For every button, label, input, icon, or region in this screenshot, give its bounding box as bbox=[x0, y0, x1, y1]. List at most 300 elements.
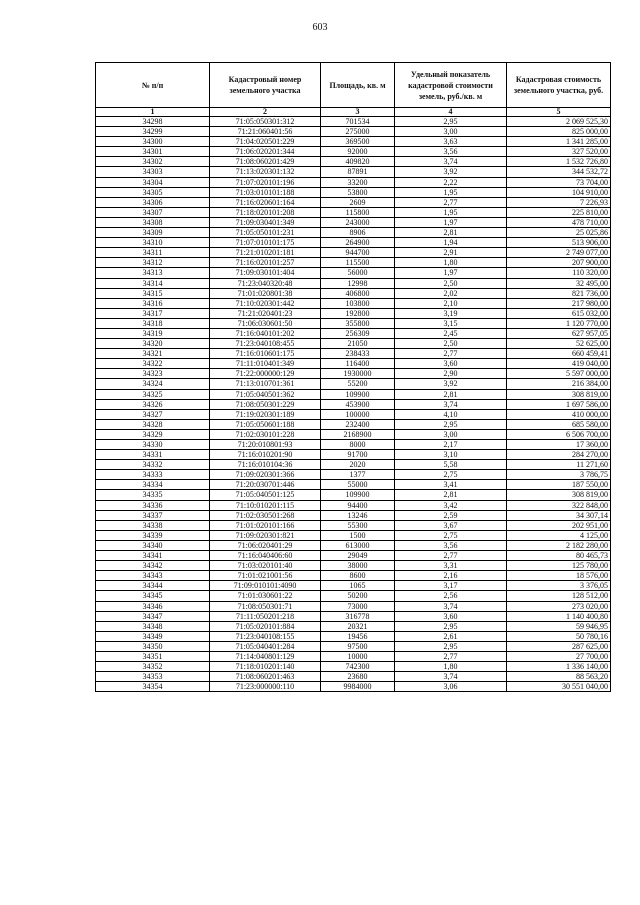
cadastral-number-cell: 71:16:020601:164 bbox=[210, 197, 321, 207]
cadastral-value-cell: 50 780,16 bbox=[507, 631, 611, 641]
cadastral-value-cell: 73 704,00 bbox=[507, 177, 611, 187]
cadastral-number-cell: 71:16:010601:175 bbox=[210, 349, 321, 359]
column-number: 3 bbox=[321, 108, 395, 117]
cadastral-number-cell: 71:09:020301:821 bbox=[210, 530, 321, 540]
area-cell: 243000 bbox=[321, 217, 395, 227]
cadastral-value-cell: 225 810,00 bbox=[507, 207, 611, 217]
table-row bbox=[96, 419, 611, 429]
column-number: 1 bbox=[96, 108, 210, 117]
table-row bbox=[96, 510, 611, 520]
row-number-cell: 34311 bbox=[96, 248, 210, 258]
table-row bbox=[96, 328, 611, 338]
row-number-cell: 34334 bbox=[96, 480, 210, 490]
unit-value-cell: 2,22 bbox=[395, 177, 507, 187]
area-cell: 12998 bbox=[321, 278, 395, 288]
cadastral-value-cell: 3 786,75 bbox=[507, 470, 611, 480]
cadastral-value-cell: 217 980,00 bbox=[507, 298, 611, 308]
cadastral-number-cell: 71:08:050301:71 bbox=[210, 601, 321, 611]
table-row bbox=[96, 480, 611, 490]
table-row bbox=[96, 137, 611, 147]
unit-value-cell: 3,60 bbox=[395, 611, 507, 621]
unit-value-cell: 3,06 bbox=[395, 682, 507, 692]
row-number-cell: 34301 bbox=[96, 147, 210, 157]
area-cell: 2609 bbox=[321, 197, 395, 207]
row-number-cell: 34321 bbox=[96, 349, 210, 359]
table-row bbox=[96, 621, 611, 631]
cadastral-value-cell: 110 320,00 bbox=[507, 268, 611, 278]
row-number-cell: 34340 bbox=[96, 540, 210, 550]
cadastral-number-cell: 71:09:030101:404 bbox=[210, 268, 321, 278]
area-cell: 55200 bbox=[321, 379, 395, 389]
area-cell: 256309 bbox=[321, 328, 395, 338]
cadastral-value-table bbox=[95, 62, 611, 692]
cadastral-number-cell: 71:21:060401:56 bbox=[210, 127, 321, 137]
table-row bbox=[96, 682, 611, 692]
table-row bbox=[96, 238, 611, 248]
area-cell: 53800 bbox=[321, 187, 395, 197]
cadastral-number-cell: 71:01:020101:166 bbox=[210, 520, 321, 530]
table-row bbox=[96, 248, 611, 258]
cadastral-number-cell: 71:03:010101:188 bbox=[210, 187, 321, 197]
cadastral-number-cell: 71:13:020301:132 bbox=[210, 167, 321, 177]
cadastral-number-cell: 71:21:020401:23 bbox=[210, 308, 321, 318]
cadastral-number-cell: 71:20:010801:93 bbox=[210, 440, 321, 450]
header-cadastral-number: Кадастровый номер земельного участка bbox=[210, 63, 321, 108]
cadastral-value-cell: 1 697 586,00 bbox=[507, 399, 611, 409]
table-row bbox=[96, 581, 611, 591]
cadastral-value-cell: 30 551 040,00 bbox=[507, 682, 611, 692]
table-row bbox=[96, 288, 611, 298]
unit-value-cell: 5,58 bbox=[395, 460, 507, 470]
cadastral-value-cell: 1 336 140,00 bbox=[507, 662, 611, 672]
cadastral-value-cell: 513 906,00 bbox=[507, 238, 611, 248]
header-unit-value: Удельный показатель кадастровой стоимости земель, руб./кв. м bbox=[395, 63, 507, 108]
cadastral-value-cell: 1 532 726,80 bbox=[507, 157, 611, 167]
row-number-cell: 34347 bbox=[96, 611, 210, 621]
cadastral-number-cell: 71:05:020101:884 bbox=[210, 621, 321, 631]
unit-value-cell: 2,95 bbox=[395, 419, 507, 429]
cadastral-value-cell: 187 550,00 bbox=[507, 480, 611, 490]
table-row bbox=[96, 540, 611, 550]
cadastral-number-cell: 71:19:020301:189 bbox=[210, 409, 321, 419]
table-row bbox=[96, 369, 611, 379]
table-row bbox=[96, 359, 611, 369]
column-number: 2 bbox=[210, 108, 321, 117]
unit-value-cell: 3,92 bbox=[395, 379, 507, 389]
unit-value-cell: 3,63 bbox=[395, 137, 507, 147]
unit-value-cell: 2,77 bbox=[395, 651, 507, 661]
table-row bbox=[96, 591, 611, 601]
row-number-cell: 34322 bbox=[96, 359, 210, 369]
area-cell: 109900 bbox=[321, 490, 395, 500]
cadastral-value-cell: 34 307,14 bbox=[507, 510, 611, 520]
area-cell: 613000 bbox=[321, 540, 395, 550]
unit-value-cell: 2,81 bbox=[395, 490, 507, 500]
unit-value-cell: 2,16 bbox=[395, 571, 507, 581]
cadastral-value-cell: 821 736,00 bbox=[507, 288, 611, 298]
cadastral-number-cell: 71:23:040320:48 bbox=[210, 278, 321, 288]
unit-value-cell: 3,74 bbox=[395, 672, 507, 682]
cadastral-number-cell: 71:16:010104:36 bbox=[210, 460, 321, 470]
cadastral-value-cell: 615 032,00 bbox=[507, 308, 611, 318]
row-number-cell: 34305 bbox=[96, 187, 210, 197]
unit-value-cell: 3,10 bbox=[395, 450, 507, 460]
cadastral-number-cell: 71:03:020101:40 bbox=[210, 561, 321, 571]
table-row bbox=[96, 520, 611, 530]
area-cell: 2020 bbox=[321, 460, 395, 470]
row-number-cell: 34309 bbox=[96, 228, 210, 238]
row-number-cell: 34338 bbox=[96, 520, 210, 530]
cadastral-value-cell: 1 140 400,80 bbox=[507, 611, 611, 621]
row-number-cell: 34343 bbox=[96, 571, 210, 581]
cadastral-number-cell: 71:08:050301:229 bbox=[210, 399, 321, 409]
row-number-cell: 34306 bbox=[96, 197, 210, 207]
table-row bbox=[96, 500, 611, 510]
row-number-cell: 34346 bbox=[96, 601, 210, 611]
row-number-cell: 34302 bbox=[96, 157, 210, 167]
page-number: 603 bbox=[312, 22, 328, 33]
unit-value-cell: 3,19 bbox=[395, 308, 507, 318]
unit-value-cell: 1,97 bbox=[395, 268, 507, 278]
unit-value-cell: 2,45 bbox=[395, 328, 507, 338]
row-number-cell: 34303 bbox=[96, 167, 210, 177]
area-cell: 38000 bbox=[321, 561, 395, 571]
table-row bbox=[96, 157, 611, 167]
cadastral-value-cell: 52 625,00 bbox=[507, 339, 611, 349]
row-number-cell: 34333 bbox=[96, 470, 210, 480]
row-number-cell: 34325 bbox=[96, 389, 210, 399]
area-cell: 55300 bbox=[321, 520, 395, 530]
unit-value-cell: 2,59 bbox=[395, 510, 507, 520]
cadastral-value-cell: 125 780,00 bbox=[507, 561, 611, 571]
cadastral-value-cell: 11 271,60 bbox=[507, 460, 611, 470]
table-row bbox=[96, 601, 611, 611]
unit-value-cell: 2,61 bbox=[395, 631, 507, 641]
unit-value-cell: 2,50 bbox=[395, 339, 507, 349]
cadastral-value-cell: 478 710,00 bbox=[507, 217, 611, 227]
unit-value-cell: 2,90 bbox=[395, 369, 507, 379]
cadastral-value-cell: 128 512,00 bbox=[507, 591, 611, 601]
row-number-cell: 34307 bbox=[96, 207, 210, 217]
area-cell: 91700 bbox=[321, 450, 395, 460]
row-number-cell: 34298 bbox=[96, 117, 210, 127]
column-number: 5 bbox=[507, 108, 611, 117]
row-number-cell: 34345 bbox=[96, 591, 210, 601]
unit-value-cell: 3,00 bbox=[395, 127, 507, 137]
table-row bbox=[96, 440, 611, 450]
cadastral-value-cell: 17 360,00 bbox=[507, 440, 611, 450]
cadastral-value-cell: 88 563,20 bbox=[507, 672, 611, 682]
area-cell: 944700 bbox=[321, 248, 395, 258]
area-cell: 20321 bbox=[321, 621, 395, 631]
cadastral-value-cell: 80 465,73 bbox=[507, 551, 611, 561]
cadastral-number-cell: 71:07:010101:175 bbox=[210, 238, 321, 248]
area-cell: 264900 bbox=[321, 238, 395, 248]
table-row bbox=[96, 379, 611, 389]
area-cell: 1500 bbox=[321, 530, 395, 540]
cadastral-value-cell: 5 597 000,00 bbox=[507, 369, 611, 379]
unit-value-cell: 2,77 bbox=[395, 551, 507, 561]
cadastral-number-cell: 71:01:030601:22 bbox=[210, 591, 321, 601]
row-number-cell: 34337 bbox=[96, 510, 210, 520]
cadastral-number-cell: 71:21:010201:181 bbox=[210, 248, 321, 258]
area-cell: 238433 bbox=[321, 349, 395, 359]
table-row bbox=[96, 460, 611, 470]
unit-value-cell: 3,60 bbox=[395, 359, 507, 369]
unit-value-cell: 2,75 bbox=[395, 470, 507, 480]
row-number-cell: 34349 bbox=[96, 631, 210, 641]
area-cell: 73000 bbox=[321, 601, 395, 611]
cadastral-number-cell: 71:23:000000:110 bbox=[210, 682, 321, 692]
cadastral-number-cell: 71:06:020201:344 bbox=[210, 147, 321, 157]
column-number: 4 bbox=[395, 108, 507, 117]
cadastral-number-cell: 71:13:010701:361 bbox=[210, 379, 321, 389]
cadastral-value-cell: 685 580,00 bbox=[507, 419, 611, 429]
unit-value-cell: 1,80 bbox=[395, 662, 507, 672]
table-row bbox=[96, 399, 611, 409]
unit-value-cell: 2,81 bbox=[395, 228, 507, 238]
cadastral-number-cell: 71:01:021001:56 bbox=[210, 571, 321, 581]
row-number-cell: 34314 bbox=[96, 278, 210, 288]
cadastral-number-cell: 71:01:020801:38 bbox=[210, 288, 321, 298]
cadastral-number-cell: 71:05:050101:231 bbox=[210, 228, 321, 238]
area-cell: 8600 bbox=[321, 571, 395, 581]
cadastral-number-cell: 71:08:060201:429 bbox=[210, 157, 321, 167]
cadastral-value-cell: 6 506 700,00 bbox=[507, 429, 611, 439]
cadastral-value-cell: 308 819,00 bbox=[507, 389, 611, 399]
area-cell: 8906 bbox=[321, 228, 395, 238]
cadastral-number-cell: 71:16:040406:60 bbox=[210, 551, 321, 561]
cadastral-value-cell: 216 384,00 bbox=[507, 379, 611, 389]
unit-value-cell: 3,56 bbox=[395, 540, 507, 550]
row-number-cell: 34315 bbox=[96, 288, 210, 298]
cadastral-value-cell: 825 000,00 bbox=[507, 127, 611, 137]
table-row bbox=[96, 228, 611, 238]
area-cell: 115500 bbox=[321, 258, 395, 268]
row-number-cell: 34324 bbox=[96, 379, 210, 389]
unit-value-cell: 3,15 bbox=[395, 318, 507, 328]
area-cell: 409820 bbox=[321, 157, 395, 167]
row-number-cell: 34319 bbox=[96, 328, 210, 338]
area-cell: 19456 bbox=[321, 631, 395, 641]
table-row bbox=[96, 490, 611, 500]
unit-value-cell: 3,74 bbox=[395, 601, 507, 611]
unit-value-cell: 1,80 bbox=[395, 258, 507, 268]
cadastral-number-cell: 71:09:030401:349 bbox=[210, 217, 321, 227]
area-cell: 406800 bbox=[321, 288, 395, 298]
unit-value-cell: 3,00 bbox=[395, 429, 507, 439]
table-row bbox=[96, 561, 611, 571]
cadastral-number-cell: 71:10:020301:442 bbox=[210, 298, 321, 308]
cadastral-number-cell: 71:09:020301:366 bbox=[210, 470, 321, 480]
table-row bbox=[96, 308, 611, 318]
row-number-cell: 34299 bbox=[96, 127, 210, 137]
cadastral-number-cell: 71:16:040101:202 bbox=[210, 328, 321, 338]
unit-value-cell: 2,77 bbox=[395, 349, 507, 359]
cadastral-number-cell: 71:04:020501:229 bbox=[210, 137, 321, 147]
cadastral-value-cell: 25 025,86 bbox=[507, 228, 611, 238]
table-row bbox=[96, 470, 611, 480]
row-number-cell: 34317 bbox=[96, 308, 210, 318]
unit-value-cell: 3,31 bbox=[395, 561, 507, 571]
unit-value-cell: 3,17 bbox=[395, 581, 507, 591]
row-number-cell: 34300 bbox=[96, 137, 210, 147]
unit-value-cell: 3,56 bbox=[395, 147, 507, 157]
table-row bbox=[96, 268, 611, 278]
cadastral-number-cell: 71:11:010401:349 bbox=[210, 359, 321, 369]
row-number-cell: 34316 bbox=[96, 298, 210, 308]
unit-value-cell: 2,50 bbox=[395, 278, 507, 288]
cadastral-number-cell: 71:18:010201:140 bbox=[210, 662, 321, 672]
row-number-cell: 34327 bbox=[96, 409, 210, 419]
area-cell: 56000 bbox=[321, 268, 395, 278]
cadastral-value-cell: 207 900,00 bbox=[507, 258, 611, 268]
unit-value-cell: 2,56 bbox=[395, 591, 507, 601]
table-row bbox=[96, 530, 611, 540]
table-body bbox=[96, 108, 611, 692]
area-cell: 92000 bbox=[321, 147, 395, 157]
unit-value-cell: 2,95 bbox=[395, 117, 507, 127]
row-number-cell: 34328 bbox=[96, 419, 210, 429]
row-number-cell: 34351 bbox=[96, 651, 210, 661]
table-row bbox=[96, 551, 611, 561]
cadastral-number-cell: 71:08:060201:463 bbox=[210, 672, 321, 682]
cadastral-value-cell: 284 270,00 bbox=[507, 450, 611, 460]
area-cell: 742300 bbox=[321, 662, 395, 672]
cadastral-number-cell: 71:23:040108:155 bbox=[210, 631, 321, 641]
cadastral-value-cell: 322 848,00 bbox=[507, 500, 611, 510]
area-cell: 232400 bbox=[321, 419, 395, 429]
table-row bbox=[96, 631, 611, 641]
row-number-cell: 34304 bbox=[96, 177, 210, 187]
table-row bbox=[96, 177, 611, 187]
cadastral-value-cell: 627 957,05 bbox=[507, 328, 611, 338]
unit-value-cell: 2,95 bbox=[395, 621, 507, 631]
table-row bbox=[96, 197, 611, 207]
unit-value-cell: 1,95 bbox=[395, 187, 507, 197]
table-row bbox=[96, 318, 611, 328]
table-row bbox=[96, 278, 611, 288]
row-number-cell: 34329 bbox=[96, 429, 210, 439]
area-cell: 109900 bbox=[321, 389, 395, 399]
unit-value-cell: 2,81 bbox=[395, 389, 507, 399]
cadastral-value-cell: 18 576,00 bbox=[507, 571, 611, 581]
row-number-cell: 34348 bbox=[96, 621, 210, 631]
area-cell: 21050 bbox=[321, 339, 395, 349]
unit-value-cell: 3,74 bbox=[395, 399, 507, 409]
cadastral-number-cell: 71:05:040401:284 bbox=[210, 641, 321, 651]
area-cell: 1930000 bbox=[321, 369, 395, 379]
unit-value-cell: 3,92 bbox=[395, 167, 507, 177]
cadastral-number-cell: 71:16:020101:257 bbox=[210, 258, 321, 268]
area-cell: 10000 bbox=[321, 651, 395, 661]
table-row bbox=[96, 429, 611, 439]
table-row bbox=[96, 167, 611, 177]
unit-value-cell: 3,42 bbox=[395, 500, 507, 510]
cadastral-number-cell: 71:10:010201:115 bbox=[210, 500, 321, 510]
area-cell: 8000 bbox=[321, 440, 395, 450]
row-number-cell: 34350 bbox=[96, 641, 210, 651]
area-cell: 369500 bbox=[321, 137, 395, 147]
row-number-cell: 34323 bbox=[96, 369, 210, 379]
row-number-cell: 34331 bbox=[96, 450, 210, 460]
cadastral-value-cell: 1 341 285,00 bbox=[507, 137, 611, 147]
cadastral-number-cell: 71:20:030701:446 bbox=[210, 480, 321, 490]
cadastral-value-cell: 4 125,00 bbox=[507, 530, 611, 540]
table-row bbox=[96, 147, 611, 157]
cadastral-number-cell: 71:11:050201:218 bbox=[210, 611, 321, 621]
cadastral-value-cell: 1 120 770,00 bbox=[507, 318, 611, 328]
row-number-cell: 34313 bbox=[96, 268, 210, 278]
cadastral-number-cell: 71:09:010101:4090 bbox=[210, 581, 321, 591]
row-number-cell: 34344 bbox=[96, 581, 210, 591]
unit-value-cell: 2,10 bbox=[395, 298, 507, 308]
cadastral-number-cell: 71:02:030101:228 bbox=[210, 429, 321, 439]
cadastral-number-cell: 71:23:040108:455 bbox=[210, 339, 321, 349]
table-row bbox=[96, 389, 611, 399]
unit-value-cell: 2,77 bbox=[395, 197, 507, 207]
unit-value-cell: 1,97 bbox=[395, 217, 507, 227]
area-cell: 33200 bbox=[321, 177, 395, 187]
row-number-cell: 34339 bbox=[96, 530, 210, 540]
area-cell: 453900 bbox=[321, 399, 395, 409]
row-number-cell: 34312 bbox=[96, 258, 210, 268]
row-number-cell: 34342 bbox=[96, 561, 210, 571]
area-cell: 97500 bbox=[321, 641, 395, 651]
table-row bbox=[96, 450, 611, 460]
cadastral-number-cell: 71:22:000000:129 bbox=[210, 369, 321, 379]
cadastral-number-cell: 71:05:050601:188 bbox=[210, 419, 321, 429]
cadastral-value-cell: 59 946,95 bbox=[507, 621, 611, 631]
table-row bbox=[96, 662, 611, 672]
area-cell: 100000 bbox=[321, 409, 395, 419]
unit-value-cell: 3,74 bbox=[395, 157, 507, 167]
area-cell: 103800 bbox=[321, 298, 395, 308]
area-cell: 13246 bbox=[321, 510, 395, 520]
row-number-cell: 34352 bbox=[96, 662, 210, 672]
cadastral-value-cell: 327 520,00 bbox=[507, 147, 611, 157]
row-number-cell: 34332 bbox=[96, 460, 210, 470]
row-number-cell: 34335 bbox=[96, 490, 210, 500]
area-cell: 1065 bbox=[321, 581, 395, 591]
area-cell: 29049 bbox=[321, 551, 395, 561]
area-cell: 701534 bbox=[321, 117, 395, 127]
cadastral-value-cell: 7 226,93 bbox=[507, 197, 611, 207]
cadastral-number-cell: 71:05:040501:362 bbox=[210, 389, 321, 399]
cadastral-number-cell: 71:14:040801:129 bbox=[210, 651, 321, 661]
row-number-cell: 34353 bbox=[96, 672, 210, 682]
area-cell: 2168900 bbox=[321, 429, 395, 439]
row-number-cell: 34354 bbox=[96, 682, 210, 692]
row-number-cell: 34336 bbox=[96, 500, 210, 510]
row-number-cell: 34341 bbox=[96, 551, 210, 561]
area-cell: 116400 bbox=[321, 359, 395, 369]
table-row bbox=[96, 339, 611, 349]
table-row bbox=[96, 187, 611, 197]
cadastral-value-cell: 32 495,00 bbox=[507, 278, 611, 288]
area-cell: 9984000 bbox=[321, 682, 395, 692]
cadastral-number-cell: 71:05:040501:125 bbox=[210, 490, 321, 500]
row-number-cell: 34330 bbox=[96, 440, 210, 450]
cadastral-number-cell: 71:06:020401:29 bbox=[210, 540, 321, 550]
table-row bbox=[96, 571, 611, 581]
unit-value-cell: 1,94 bbox=[395, 238, 507, 248]
cadastral-value-cell: 2 069 525,30 bbox=[507, 117, 611, 127]
table-row bbox=[96, 258, 611, 268]
cadastral-number-cell: 71:18:020101:208 bbox=[210, 207, 321, 217]
unit-value-cell: 2,17 bbox=[395, 440, 507, 450]
table-row bbox=[96, 207, 611, 217]
